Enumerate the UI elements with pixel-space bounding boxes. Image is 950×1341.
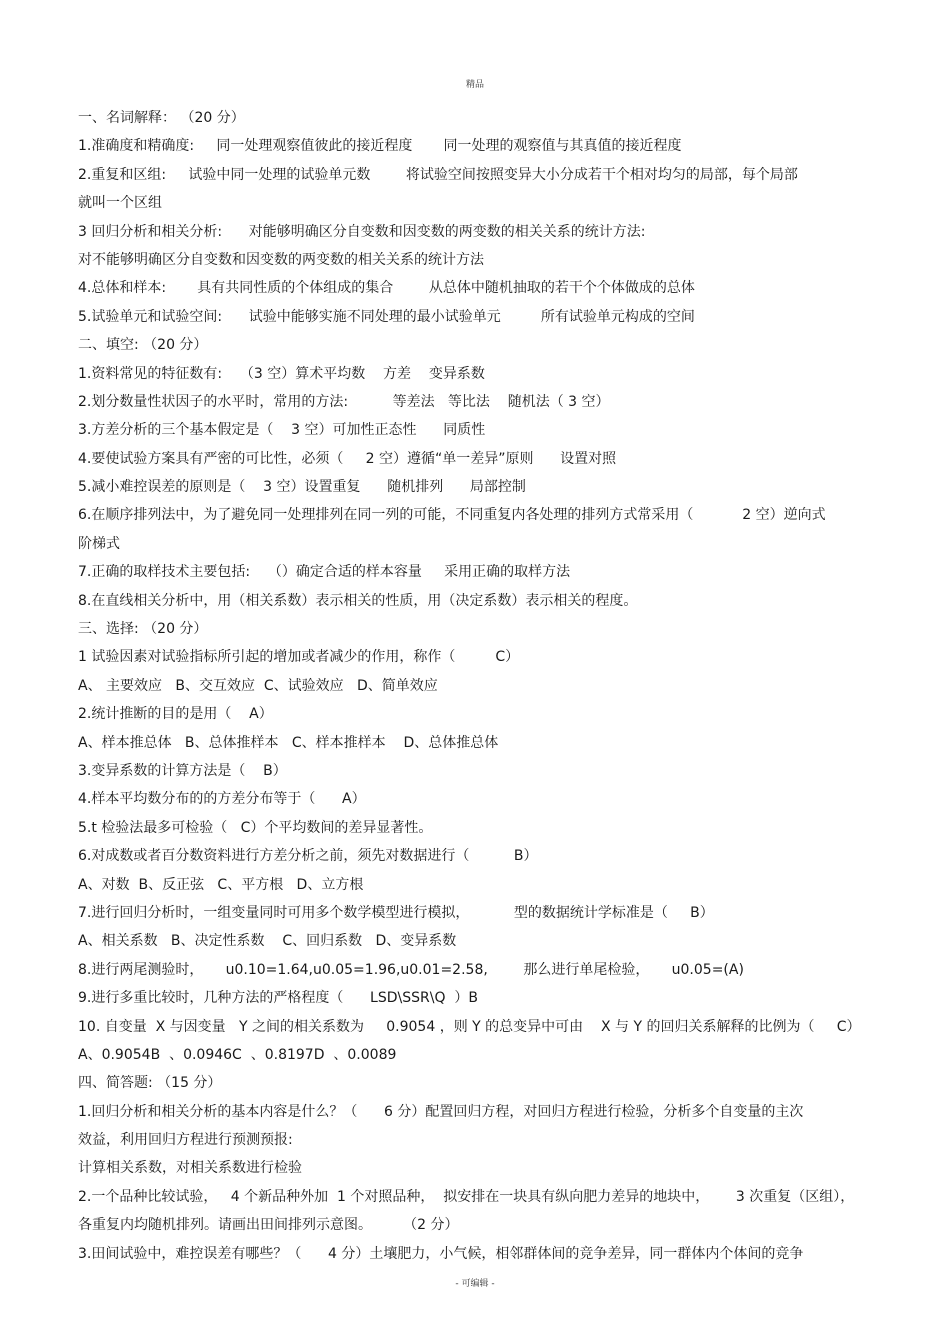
section-heading-multiple-choice: 三、选择: （20 分） — [78, 621, 208, 638]
text-line: A、样本推总体 B、总体推样本 C、样本推样本 D、总体推总体 — [78, 734, 499, 751]
text-line: 1.准确度和精确度: 同一处理观察值彼此的接近程度 同一处理的观察值与其真值的接近程度 — [78, 138, 682, 155]
text-line: 3.方差分析的三个基本假定是（ 3 空）可加性正态性 同质性 — [78, 422, 486, 439]
text-line: 2.划分数量性状因子的水平时，常用的方法: 等差法 等比法 随机法（ 3 空） — [78, 393, 610, 410]
text-line: 5.t 检验法最多可检验（ C）个平均数间的差异显著性。 — [78, 819, 433, 836]
section-heading-definitions: 一、名词解释： （20 分） — [78, 110, 245, 126]
page-header: 精品 — [465, 80, 484, 90]
text-line: 4.样本平均数分布的的方差分布等于（ A） — [78, 791, 366, 808]
text-line: 1.资料常见的特征数有: （3 空）算术平均数 方差 变异系数 — [78, 365, 485, 382]
text-line: 4.总体和样本: 具有共同性质的个体组成的集合 从总体中随机抽取的若干个个体做成的总体 — [78, 280, 695, 297]
text-line: 阶梯式 — [78, 535, 120, 552]
text-line: 6.在顺序排列法中，为了避免同一处理排列在同一列的可能，不同重复内各处理的排列方式常采用（ 2 空）逆向式 — [78, 507, 826, 524]
text-line: A、相关系数 B、决定性系数 C、回归系数 D、变异系数 — [78, 933, 457, 950]
text-line: 8.进行两尾测验时， u0.10=1.64,u0.05=1.96,u0.01=2.58, 那么进行单尾检验， u0.05=(A) — [78, 961, 744, 978]
text-line: 9.进行多重比较时，几种方法的严格程度（ LSD\SSR\Q ）B — [78, 990, 478, 1007]
text-line: 计算相关系数，对相关系数进行检验 — [78, 1160, 302, 1177]
text-line: 2.重复和区组: 试验中同一处理的试验单元数 将试验空间按照变异大小分成若干个相对均匀的局部，每个局部 — [78, 166, 798, 183]
text-line: A、 主要效应 B、交互效应 C、试验效应 D、简单效应 — [78, 677, 438, 694]
text-line: 5.试验单元和试验空间: 试验中能够实施不同处理的最小试验单元 所有试验单元构成的空间 — [78, 308, 695, 325]
text-line: 3.田间试验中，难控误差有哪些？（ 4 分）土壤肥力，小气候，相邻群体间的竞争差异，同一群体内个体间的竞争 — [78, 1245, 804, 1262]
text-line: A、对数 B、反正弦 C、平方根 D、立方根 — [78, 876, 364, 893]
page-footer: - 可编辑 - — [455, 1279, 495, 1289]
text-line: 4.要使试验方案具有严密的可比性，必须（ 2 空）遵循“单一差异”原则 设置对照 — [78, 450, 617, 467]
text-line: 7.进行回归分析时，一组变量同时可用多个数学模型进行模拟， 型的数据统计学标准是（ B） — [78, 904, 714, 921]
text-line: 7.正确的取样技术主要包括: （）确定合适的样本容量 采用正确的取样方法 — [78, 564, 571, 581]
section-heading-short-answer: 四、简答题: （15 分） — [78, 1075, 222, 1092]
text-line: 各重复内均随机排列。请画出田间排列示意图。 （2 分） — [78, 1217, 459, 1234]
document-body — [78, 104, 898, 1268]
text-line: 3 回归分析和相关分析: 对能够明确区分自变数和因变数的两变数的相关关系的统计方法: — [78, 223, 646, 240]
section-heading-fill-blank: 二、填空: （20 分） — [78, 337, 208, 354]
text-line: 对不能够明确区分自变数和因变数的两变数的相关关系的统计方法 — [78, 251, 484, 268]
text-line: 1.回归分析和相关分析的基本内容是什么？（ 6 分）配置回归方程，对回归方程进行检验，分析多个自变量的主次 — [78, 1103, 804, 1120]
text-line: 1 试验因素对试验指标所引起的增加或者减少的作用，称作（ C） — [78, 649, 520, 666]
text-line: 5.减小难控误差的原则是（ 3 空）设置重复 随机排列 局部控制 — [78, 479, 526, 496]
text-line: 效益，利用回归方程进行预测预报: — [78, 1132, 293, 1149]
text-line: 2.统计推断的目的是用（ A） — [78, 706, 273, 723]
text-line: 8.在直线相关分析中，用（相关系数）表示相关的性质，用（决定系数）表示相关的程度。 — [78, 592, 638, 609]
text-line: A、0.9054B 、0.0946C 、0.8197D 、0.0089 — [78, 1046, 397, 1063]
text-line: 6.对成数或者百分数资料进行方差分析之前，须先对数据进行（ B） — [78, 848, 538, 865]
text-line: 2.一个品种比较试验， 4 个新品种外加 1 个对照品种， 拟安排在一块具有纵向肥力差异的地块中， 3 次重复（区组）， — [78, 1188, 855, 1205]
text-line: 就叫一个区组 — [78, 195, 162, 212]
text-line: 3.变异系数的计算方法是（ B） — [78, 762, 287, 779]
text-line: 10. 自变量 X 与因变量 Y 之间的相关系数为 0.9054 ，则 Y 的总变异中可由 X 与 Y 的回归关系解释的比例为（ C） — [78, 1018, 861, 1035]
